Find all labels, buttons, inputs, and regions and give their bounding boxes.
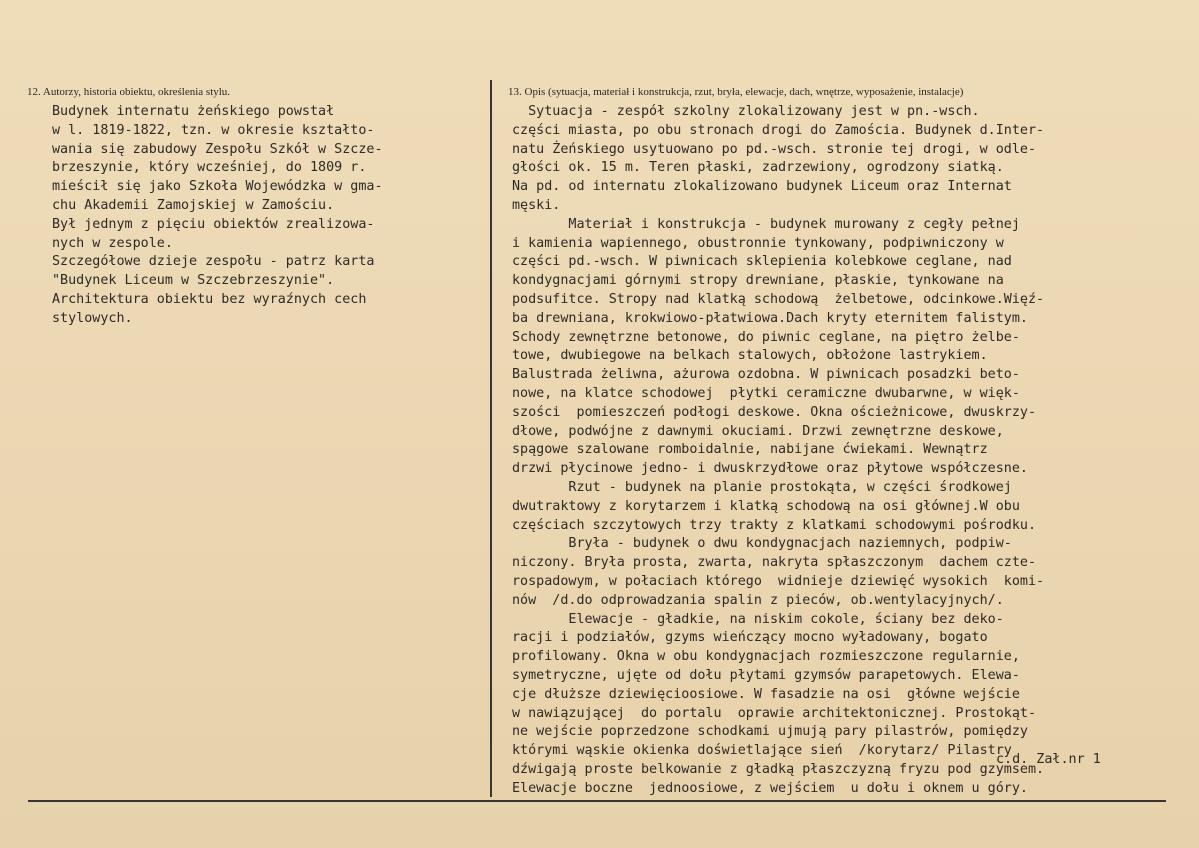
text-line: głości ok. 15 m. Teren płaski, zadrzewiony, ogrodzony siatką. [512, 160, 1004, 176]
bottom-rule [28, 800, 1166, 802]
text-line: ne wejście poprzedzone schodkami ujmują pary pilastrów, pomiędzy [512, 724, 1028, 740]
text-line: części miasta, po obu stronach drogi do Zamościa. Budynek d.Inter- [512, 122, 1045, 138]
text-line: Szczegółowe dzieje zespołu - patrz karta [52, 254, 375, 270]
text-line: Na pd. od internatu zlokalizowano budynek Liceum oraz Internat [512, 179, 1012, 195]
description-text [512, 103, 1192, 798]
section-13-header: 13. Opis (sytuacja, materiał i konstrukcja, rzut, bryła, elewacje, dach, wnętrze, wyposażenie, instalacje) [508, 86, 964, 98]
history-text [52, 103, 482, 329]
text-line: wania się zabudowy Zespołu Szkół w Szcze- [52, 141, 383, 157]
text-line: stylowych. [52, 310, 133, 326]
text-line: szości pomieszczeń podłogi deskowe. Okna ościeżnicowe, dwuskrzy- [512, 404, 1037, 420]
text-line: męski. [512, 197, 561, 213]
text-line: Schody zewnętrzne betonowe, do piwnic ceglane, na piętro żelbe- [512, 329, 1020, 345]
text-line: dźwigają proste belkowanie z gładką płaszczyzną fryzu pod gzymsem. [512, 761, 1045, 777]
text-line: części pd.-wsch. W piwnicach sklepienia kolebkowe ceglane, nad [512, 254, 1012, 270]
text-line: Był jednym z pięciu obiektów zrealizowa- [52, 216, 375, 232]
text-line: nów /d.do odprowadzania spalin z pieców, ob.wentylacyjnych/. [512, 592, 1004, 608]
text-line: racji i podziałów, gzyms wieńczący mocno wyładowany, bogato [512, 630, 988, 646]
text-line: chu Akademii Zamojskiej w Zamościu. [52, 197, 335, 213]
column-divider [490, 80, 492, 797]
text-line: rospadowym, w połaciach którego widnieje dziewięć wysokich komi- [512, 573, 1045, 589]
text-line: częściach szczytowych trzy trakty z klatkami schodowymi pośrodku. [512, 517, 1037, 533]
text-line: kondygnacjami górnymi stropy drewniane, płaskie, tynkowane na [512, 273, 1004, 289]
continuation-note: c.d. Zał.nr 1 [996, 752, 1101, 767]
text-line: mieścił się jako Szkoła Wojewódzka w gma- [52, 179, 383, 195]
text-line: towe, dwubiegowe na belkach stalowych, obłożone lastrykiem. [512, 348, 988, 364]
text-line: Rzut - budynek na planie prostokąta, w części środkowej [512, 479, 1012, 495]
text-line: nych w zespole. [52, 235, 173, 251]
text-line: dłowe, podwójne z dawnymi okuciami. Drzwi zewnętrzne deskowe, [512, 423, 1004, 439]
text-line: profilowany. Okna w obu kondygnacjach rozmieszczone regularnie, [512, 649, 1020, 665]
text-line: w l. 1819-1822, tzn. w okresie kształto- [52, 122, 375, 138]
text-line: którymi wąskie okienka doświetlające sień /korytarz/ Pilastry [512, 743, 1012, 759]
text-line: spągowe szalowane romboidalnie, nabijane ćwiekami. Wewnątrz [512, 442, 988, 458]
text-line: Balustrada żeliwna, ażurowa ozdobna. W piwnicach posadzki beto- [512, 367, 1020, 383]
text-line: Bryła - budynek o dwu kondygnacjach naziemnych, podpiw- [512, 536, 1012, 552]
text-line: niczony. Bryła prosta, zwarta, nakryta spłaszczonym dachem czte- [512, 555, 1037, 571]
text-line: Architektura obiektu bez wyraźnych cech [52, 291, 367, 307]
section-12-header: 12. Autorzy, historia obiektu, określenia stylu. [27, 86, 231, 98]
text-line: Elewacje - gładkie, na niskim cokole, ściany bez deko- [512, 611, 1004, 627]
text-line: w nawiązującej do portalu oprawie architektonicznej. Prostokąt- [512, 705, 1037, 721]
text-line: podsufitce. Stropy nad klatką schodową żelbetowe, odcinkowe.Więź- [512, 291, 1045, 307]
text-line: Budynek internatu żeńskiego powstał [52, 104, 335, 119]
text-line: Sytuacja - zespół szkolny zlokalizowany jest w pn.-wsch. [512, 104, 980, 119]
text-line: cje dłuższe dziewięcioosiowe. W fasadzie na osi główne wejście [512, 686, 1020, 702]
text-line: "Budynek Liceum w Szczebrzeszynie". [52, 273, 335, 289]
text-line: drzwi płycinowe jedno- i dwuskrzydłowe oraz płytowe współczesne. [512, 461, 1028, 477]
text-line: Elewacje boczne jednoosiowe, z wejściem u dołu i oknem u góry. [512, 780, 1028, 796]
text-line: ba drewniana, krokwiowo-płatwiowa.Dach kryty eternitem falistym. [512, 310, 1028, 326]
text-line: Materiał i konstrukcja - budynek murowany z cegły pełnej [512, 216, 1020, 232]
text-line: symetryczne, ujęte od dołu płytami gzymsów parapetowych. Elewa- [512, 667, 1020, 683]
text-line: i kamienia wapiennego, obustronnie tynkowany, podpiwniczony w [512, 235, 1004, 251]
text-line: natu Żeńskiego usytuowano po pd.-wsch. stronie tej drogi, w odle- [512, 141, 1037, 157]
text-line: nowe, na klatce schodowej płytki ceramiczne dwubarwne, w więk- [512, 385, 1020, 401]
text-line: dwutraktowy z korytarzem i klatką schodową na osi głównej.W obu [512, 498, 1020, 514]
text-line: brzeszynie, który wcześniej, do 1809 r. [52, 160, 367, 176]
